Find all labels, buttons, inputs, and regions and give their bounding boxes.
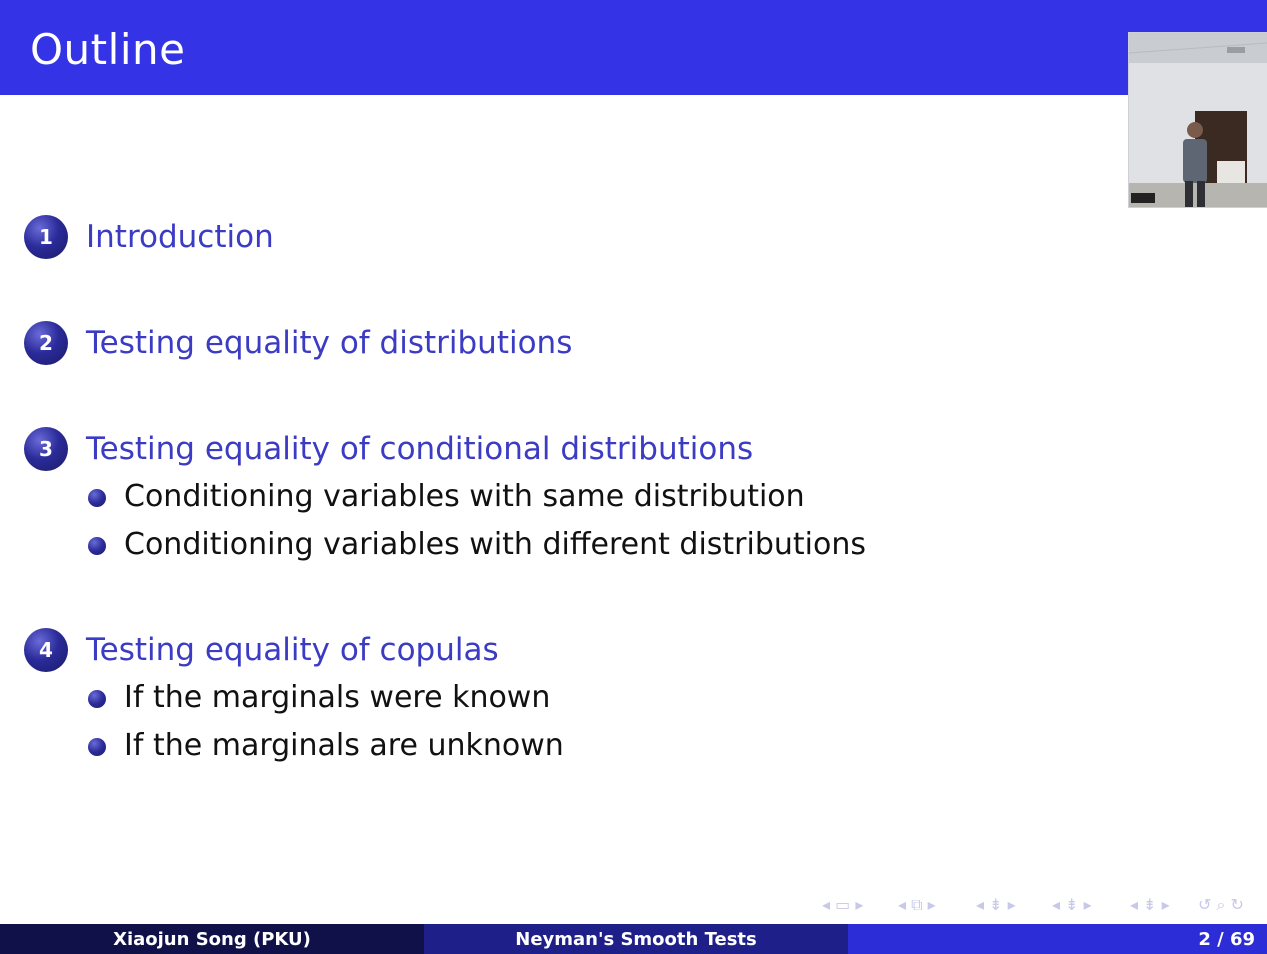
subsection-label-3-2[interactable]: Conditioning variables with different distributions: [124, 527, 867, 562]
section-label-2[interactable]: Testing equality of distributions: [86, 325, 573, 361]
frame-nav-icon[interactable]: ◂ ▭ ▸: [822, 895, 864, 914]
section-nav-icon[interactable]: ◂ ⇟ ▸: [976, 895, 1016, 914]
bullet-icon: [88, 537, 106, 555]
section-number-3: 3: [24, 427, 68, 471]
footer-bar: [0, 924, 1267, 954]
presenter-video-frame: [1129, 33, 1267, 207]
subsection-nav-icon[interactable]: ◂ ⧉ ▸: [898, 895, 936, 914]
subsection-label-3-1[interactable]: Conditioning variables with same distribution: [124, 479, 805, 514]
bullet-icon: [88, 738, 106, 756]
footer-talk-title: Neyman's Smooth Tests: [424, 924, 848, 954]
section-label-4[interactable]: Testing equality of copulas: [86, 632, 499, 668]
slide-nav-icon[interactable]: ◂ ⇟ ▸: [1052, 895, 1092, 914]
footer-author: Xiaojun Song (PKU): [0, 924, 424, 954]
section-label-1[interactable]: Introduction: [86, 219, 274, 255]
bullet-icon: [88, 690, 106, 708]
section-nav-icon[interactable]: ◂ ⇟ ▸: [1130, 895, 1170, 914]
subsection-label-4-1[interactable]: If the marginals were known: [124, 680, 551, 715]
section-number-1: 1: [24, 215, 68, 259]
slide-title: Outline: [30, 25, 186, 74]
bullet-icon: [88, 489, 106, 507]
section-number-4: 4: [24, 628, 68, 672]
presenter-video: [1128, 32, 1267, 208]
title-bar: [0, 0, 1267, 95]
footer-page-number: 2 / 69: [848, 924, 1267, 954]
section-label-3[interactable]: Testing equality of conditional distributions: [86, 431, 754, 467]
subsection-label-4-2[interactable]: If the marginals are unknown: [124, 728, 564, 763]
section-number-2: 2: [24, 321, 68, 365]
search-icon[interactable]: ↺ ⌕ ↻: [1198, 895, 1244, 914]
